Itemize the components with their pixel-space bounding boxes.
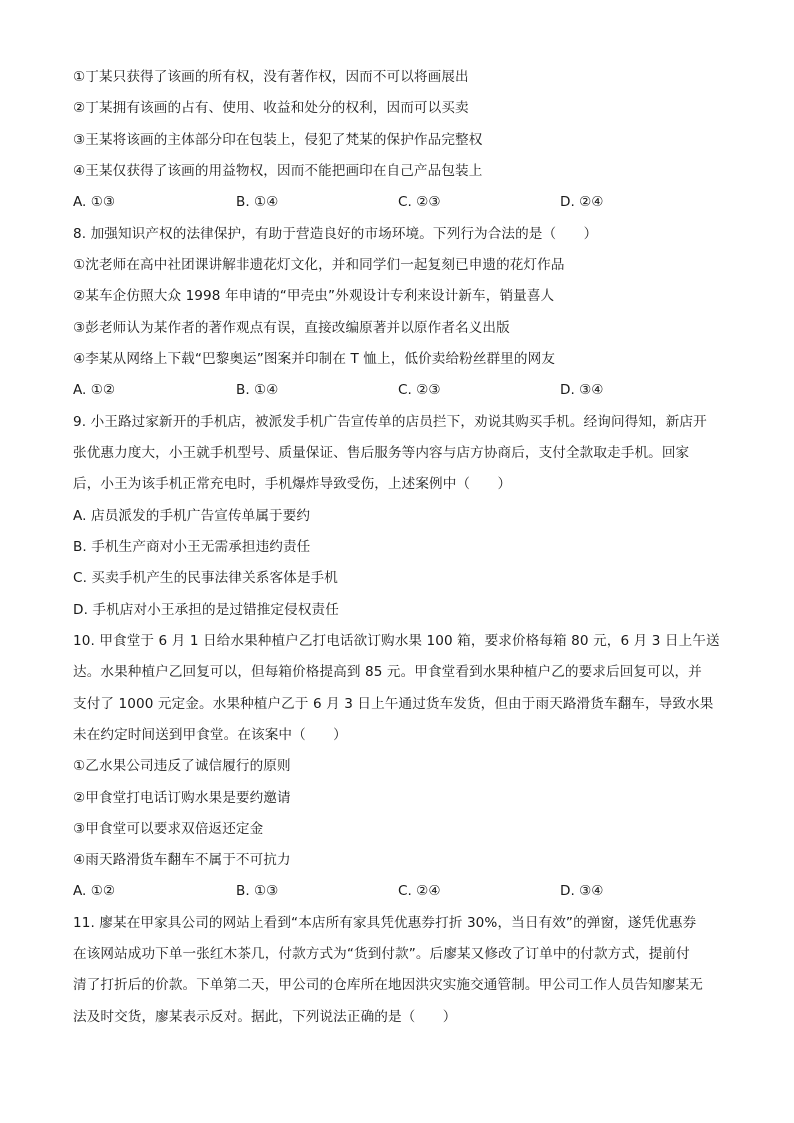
q8-stem: 8. 加强知识产权的法律保护，有助于营造良好的市场环境。下列行为合法的是（ ）: [73, 226, 598, 242]
q8-statement-2: ②某车企仿照大众 1998 年申请的“甲壳虫”外观设计专利来设计新车，销量喜人: [73, 288, 555, 304]
q10-stem-line-3: 支付了 1000 元定金。水果种植户乙于 6 月 3 日上午通过货车发货，但由于雨天路滑货车翻车，导致水果: [73, 696, 714, 712]
q7-statement-2: ②丁某拥有该画的占有、使用、收益和处分的权利，因而可以买卖: [73, 100, 469, 116]
q7-statement-1: ①丁某只获得了该画的所有权，没有著作权，因而不可以将画展出: [73, 69, 469, 85]
q10-stem-line-4: 未在约定时间送到甲食堂。在该案中（ ）: [73, 727, 347, 743]
q8-options: [73, 380, 733, 400]
q9-choice-d: D. 手机店对小王承担的是过错推定侵权责任: [73, 602, 339, 618]
q8-option-b: B. ①④: [236, 382, 279, 398]
q8-option-c: C. ②③: [398, 382, 441, 398]
q10-options: [73, 881, 733, 901]
q8-statement-1: ①沈老师在高中社团课讲解非遗花灯文化，并和同学们一起复刻已申遗的花灯作品: [73, 257, 565, 273]
q11-stem-line-3: 清了打折后的价款。下单第二天，甲公司的仓库所在地因洪灾实施交通管制。甲公司工作人员告知廖某无: [73, 977, 703, 993]
q9-choice-a: A. 店员派发的手机广告宣传单属于要约: [73, 508, 311, 524]
q10-option-b: B. ①③: [236, 883, 279, 899]
q10-stem-line-2: 达。水果种植户乙回复可以，但每箱价格提高到 85 元。甲食堂看到水果种植户乙的要求后回复可以，并: [73, 664, 702, 680]
q7-statement-3: ③王某将该画的主体部分印在包装上，侵犯了梵某的保护作品完整权: [73, 132, 483, 148]
q11-stem-line-2: 在该网站成功下单一张红木茶几，付款方式为“货到付款”。后廖某又修改了订单中的付款方式，提前付: [73, 946, 690, 962]
q10-statement-2: ②甲食堂打电话订购水果是要约邀请: [73, 790, 291, 806]
q10-statement-1: ①乙水果公司违反了诚信履行的原则: [73, 758, 291, 774]
q7-option-a: A. ①③: [73, 194, 116, 210]
q10-option-a: A. ①②: [73, 883, 116, 899]
q7-option-c: C. ②③: [398, 194, 441, 210]
q9-stem-line-2: 张优惠力度大，小王就手机型号、质量保证、售后服务等内容与店方协商后，支付全款取走手机。回家: [73, 445, 690, 461]
q8-option-d: D. ③④: [560, 382, 604, 398]
q8-option-a: A. ①②: [73, 382, 116, 398]
q9-choice-b: B. 手机生产商对小王无需承担违约责任: [73, 539, 311, 555]
q9-choice-c: C. 买卖手机产生的民事法律关系客体是手机: [73, 570, 338, 586]
q10-statement-3: ③甲食堂可以要求双倍返还定金: [73, 821, 264, 837]
q11-stem-line-4: 法及时交货，廖某表示反对。据此，下列说法正确的是（ ）: [73, 1009, 457, 1025]
q8-statement-4: ④李某从网络上下载“巴黎奥运”图案并印制在 T 恤上，低价卖给粉丝群里的网友: [73, 351, 556, 367]
q10-statement-4: ④雨天路滑货车翻车不属于不可抗力: [73, 852, 291, 868]
q10-stem-line-1: 10. 甲食堂于 6 月 1 日给水果种植户乙打电话欲订购水果 100 箱，要求价格每箱 80 元，6 月 3 日上午送: [73, 633, 720, 649]
q7-statement-4: ④王某仅获得了该画的用益物权，因而不能把画印在自己产品包装上: [73, 163, 483, 179]
q9-stem-line-3: 后，小王为该手机正常充电时，手机爆炸导致受伤，上述案例中（ ）: [73, 476, 512, 492]
q10-option-d: D. ③④: [560, 883, 604, 899]
q9-stem-line-1: 9. 小王路过家新开的手机店，被派发手机广告宣传单的店员拦下，劝说其购买手机。经询问得知，新店开: [73, 414, 707, 430]
q10-option-c: C. ②④: [398, 883, 441, 899]
q7-options: [73, 192, 733, 212]
q8-statement-3: ③彭老师认为某作者的著作观点有误，直接改编原著并以原作者名义出版: [73, 320, 510, 336]
q7-option-b: B. ①④: [236, 194, 279, 210]
q7-option-d: D. ②④: [560, 194, 604, 210]
q11-stem-line-1: 11. 廖某在甲家具公司的网站上看到“本店所有家具凭优惠券打折 30%，当日有效”的弹窗，遂凭优惠券: [73, 915, 697, 931]
